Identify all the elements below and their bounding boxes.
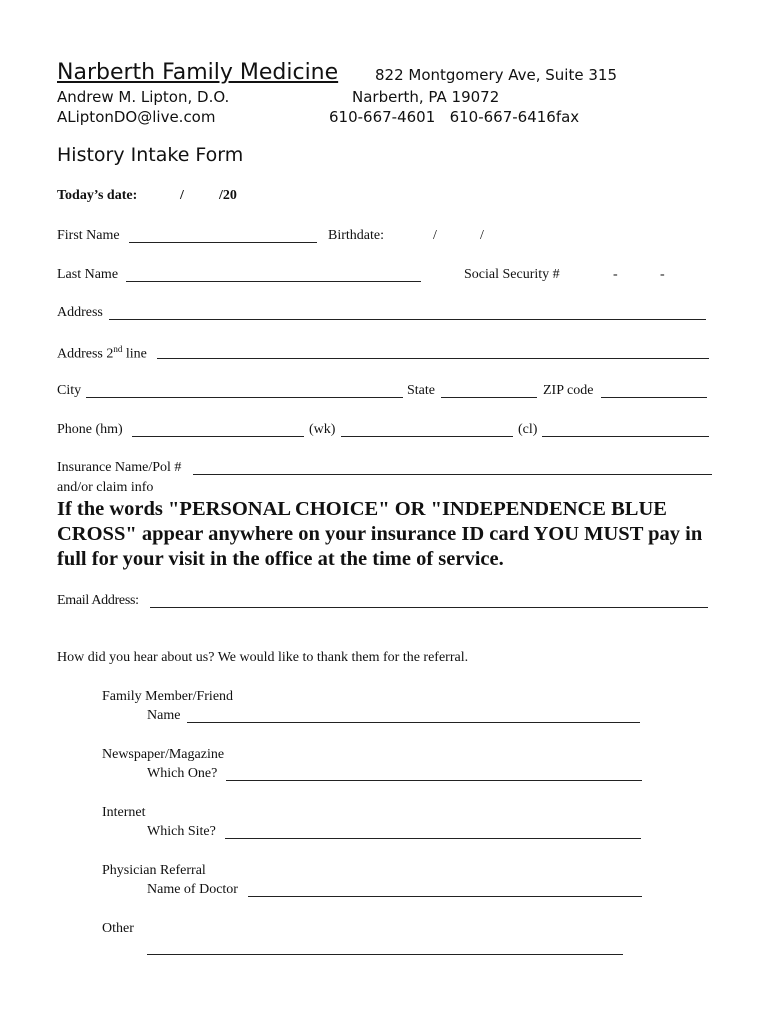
referral-physician-title: Physician Referral [102, 863, 206, 878]
ssn-dash-1: - [613, 267, 618, 282]
form-title: History Intake Form [57, 144, 244, 166]
doctor-name: Andrew M. Lipton, D.O. [57, 88, 230, 106]
city-field[interactable] [86, 397, 403, 398]
last-name-label: Last Name [57, 267, 119, 282]
last-name-field[interactable] [126, 281, 421, 282]
referral-internet-label: Which Site? [147, 824, 216, 839]
phone-work-field[interactable] [341, 436, 513, 437]
referral-physician-label: Name of Doctor [147, 882, 238, 897]
referral-family-name-field[interactable] [187, 722, 640, 723]
address2-label-pre: Address 2 [57, 346, 114, 362]
address2-label-sup: nd [113, 344, 123, 354]
first-name-field[interactable] [129, 242, 317, 243]
insurance-sub-label: and/or claim info [57, 480, 154, 495]
referral-news-field[interactable] [226, 780, 642, 781]
referral-news-title: Newspaper/Magazine [102, 747, 225, 762]
phone-work-label: (wk) [309, 422, 336, 437]
city-label: City [57, 383, 82, 398]
practice-phone-fax: 610-667-4601 610-667-6416fax [329, 108, 580, 126]
birthdate-label: Birthdate: [328, 228, 384, 243]
ssn-label: Social Security # [464, 267, 560, 282]
ssn-dash-2: - [660, 267, 665, 282]
zip-field[interactable] [601, 397, 707, 398]
birthdate-slash-2: / [480, 228, 484, 243]
date-slash: / [180, 188, 184, 203]
address2-label-post: line [122, 346, 147, 362]
practice-name: Narberth Family Medicine [57, 60, 339, 85]
phone-home-field[interactable] [132, 436, 304, 437]
insurance-warning-line1: If the words "PERSONAL CHOICE" OR "INDEPENDENCE BLUE [57, 498, 667, 520]
referral-physician-field[interactable] [248, 896, 642, 897]
email-label: Email Address: [57, 593, 139, 608]
phone-home-label: Phone (hm) [57, 422, 123, 437]
referral-news-label: Which One? [147, 766, 218, 781]
state-field[interactable] [441, 397, 537, 398]
todays-date-label: Today’s date: [57, 188, 138, 203]
email-field[interactable] [150, 607, 708, 608]
referral-question: How did you hear about us? We would like to thank them for the referral. [57, 650, 469, 665]
practice-address-line1: 822 Montgomery Ave, Suite 315 [375, 66, 617, 84]
practice-address-line2: Narberth, PA 19072 [352, 88, 500, 106]
address2-label [57, 344, 147, 363]
address2-field[interactable] [157, 358, 709, 359]
referral-other-title: Other [102, 921, 134, 936]
phone-cell-label: (cl) [518, 422, 538, 437]
practice-email: ALiptonDO@live.com [57, 108, 216, 126]
zip-label: ZIP code [543, 383, 594, 398]
referral-internet-field[interactable] [225, 838, 641, 839]
insurance-warning-line3: full for your visit in the office at the time of service. [57, 548, 504, 570]
referral-other-field[interactable] [147, 954, 623, 955]
date-year-prefix: /20 [219, 188, 237, 203]
state-label: State [407, 383, 435, 398]
first-name-label: First Name [57, 228, 120, 243]
address-field[interactable] [109, 319, 706, 320]
insurance-label: Insurance Name/Pol # [57, 460, 182, 475]
insurance-field[interactable] [193, 474, 712, 475]
insurance-warning-line2: CROSS" appear anywhere on your insurance ID card YOU MUST pay in [57, 523, 703, 545]
phone-cell-field[interactable] [542, 436, 709, 437]
address-label: Address [57, 305, 103, 320]
birthdate-slash-1: / [433, 228, 437, 243]
referral-family-title: Family Member/Friend [102, 689, 234, 704]
referral-internet-title: Internet [102, 805, 146, 820]
referral-family-name-label: Name [147, 708, 181, 723]
